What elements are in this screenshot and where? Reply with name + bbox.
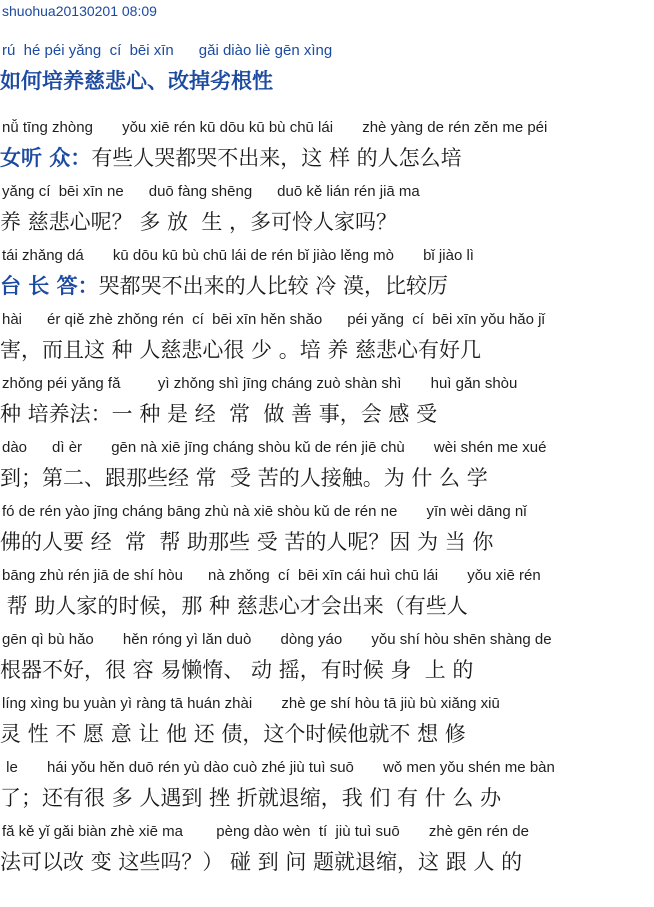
hanzi-line — [0, 206, 397, 236]
pinyin-line: tái zhǎng dá kū dōu kū bù chū lái de rén bǐ jiào lěng mò bǐ jiào lì — [2, 247, 474, 264]
pinyin-line: líng xìng bu yuàn yì ràng tā huán zhài zhè ge shí hòu tā jiù bù xiǎng xiū — [2, 695, 500, 712]
pinyin-line: zhǒng péi yǎng fǎ yì zhǒng shì jīng cháng zuò shàn shì huì gǎn shòu — [2, 375, 518, 392]
line-text: 到；第二、跟那些经 常 受 苦的人接触。为 什 么 学 — [0, 466, 488, 490]
hanzi-line — [0, 782, 501, 812]
line-text: 佛的人要 经 常 帮 助那些 受 苦的人呢？因 为 当 你 — [0, 530, 494, 554]
hanzi-line — [0, 334, 481, 364]
post-meta: shuohua20130201 08:09 — [2, 3, 157, 19]
pinyin-line: fǎ kě yǐ gǎi biàn zhè xiē ma pèng dào wèn tí jiù tuì suō zhè gēn rén de — [2, 823, 529, 840]
hanzi-line — [0, 718, 466, 748]
pinyin-line: nǚ tīng zhòng yǒu xiē rén kū dōu kū bù chū lái zhè yàng de rén zěn me péi — [2, 119, 548, 136]
pinyin-line: fó de rén yào jīng cháng bāng zhù nà xiē shòu kǔ de rén ne yīn wèi dāng nǐ — [2, 503, 527, 520]
hanzi-line — [0, 462, 488, 492]
line-text: 根器不好，很 容 易懒惰、 动 摇，有时候 身 上 的 — [0, 658, 474, 682]
pinyin-line: dào dì èr gēn nà xiē jīng cháng shòu kǔ de rén jiē chù wèi shén me xué — [2, 439, 547, 456]
speaker-label: 女听 众： — [0, 146, 92, 170]
hanzi-line — [0, 398, 437, 428]
line-text: 害，而且这 种 人慈悲心很 少 。培 养 慈悲心有好几 — [0, 338, 482, 362]
pinyin-line: gēn qì bù hǎo hěn róng yì lǎn duò dòng yáo yǒu shí hòu shēn shàng de — [2, 631, 552, 648]
hanzi-line — [0, 590, 468, 620]
line-text: 养 慈悲心呢？ 多 放 生 ，多可怜人家吗？ — [0, 210, 398, 234]
hanzi-line — [0, 270, 448, 300]
hanzi-line — [0, 846, 522, 876]
pinyin-line: le hái yǒu hěn duō rén yù dào cuò zhé jiù tuì suō wǒ men yǒu shén me bàn — [2, 759, 555, 776]
pinyin-line: yǎng cí bēi xīn ne duō fàng shēng duō kě lián rén jiā ma — [2, 183, 420, 200]
line-text: 帮 助人家的时候，那 种 慈悲心才会出来（有些人 — [0, 594, 468, 618]
line-text: 哭都哭不出来的人比较 冷 漠，比较厉 — [98, 274, 448, 298]
line-text: 法可以改 变 这些吗？） 碰 到 问 题就退缩，这 跟 人 的 — [0, 850, 523, 874]
hanzi-line — [0, 526, 493, 556]
hanzi-line — [0, 654, 473, 684]
line-text: 灵 性 不 愿 意 让 他 还 债，这个时候他就不 想 修 — [0, 722, 466, 746]
line-text: 种 培养法：一 种 是 经 常 做 善 事，会 感 受 — [0, 402, 438, 426]
article-title — [0, 65, 273, 95]
speaker-label: 台 长 答： — [0, 274, 99, 298]
hanzi-line — [0, 142, 462, 172]
pinyin-line: bāng zhù rén jiā de shí hòu nà zhǒng cí bēi xīn cái huì chū lái yǒu xiē rén — [2, 567, 541, 584]
title-text: 如何培养慈悲心、改掉劣根性 — [0, 69, 273, 93]
line-text: 有些人哭都哭不出来，这 样 的人怎么培 — [91, 146, 462, 170]
title-pinyin: rú hé péi yǎng cí bēi xīn gǎi diào liè gēn xìng — [2, 42, 333, 59]
pinyin-line: hài ér qiě zhè zhǒng rén cí bēi xīn hěn shǎo péi yǎng cí bēi xīn yǒu hǎo jǐ — [2, 311, 545, 328]
line-text: 了；还有很 多 人遇到 挫 折就退缩，我 们 有 什 么 办 — [0, 786, 502, 810]
